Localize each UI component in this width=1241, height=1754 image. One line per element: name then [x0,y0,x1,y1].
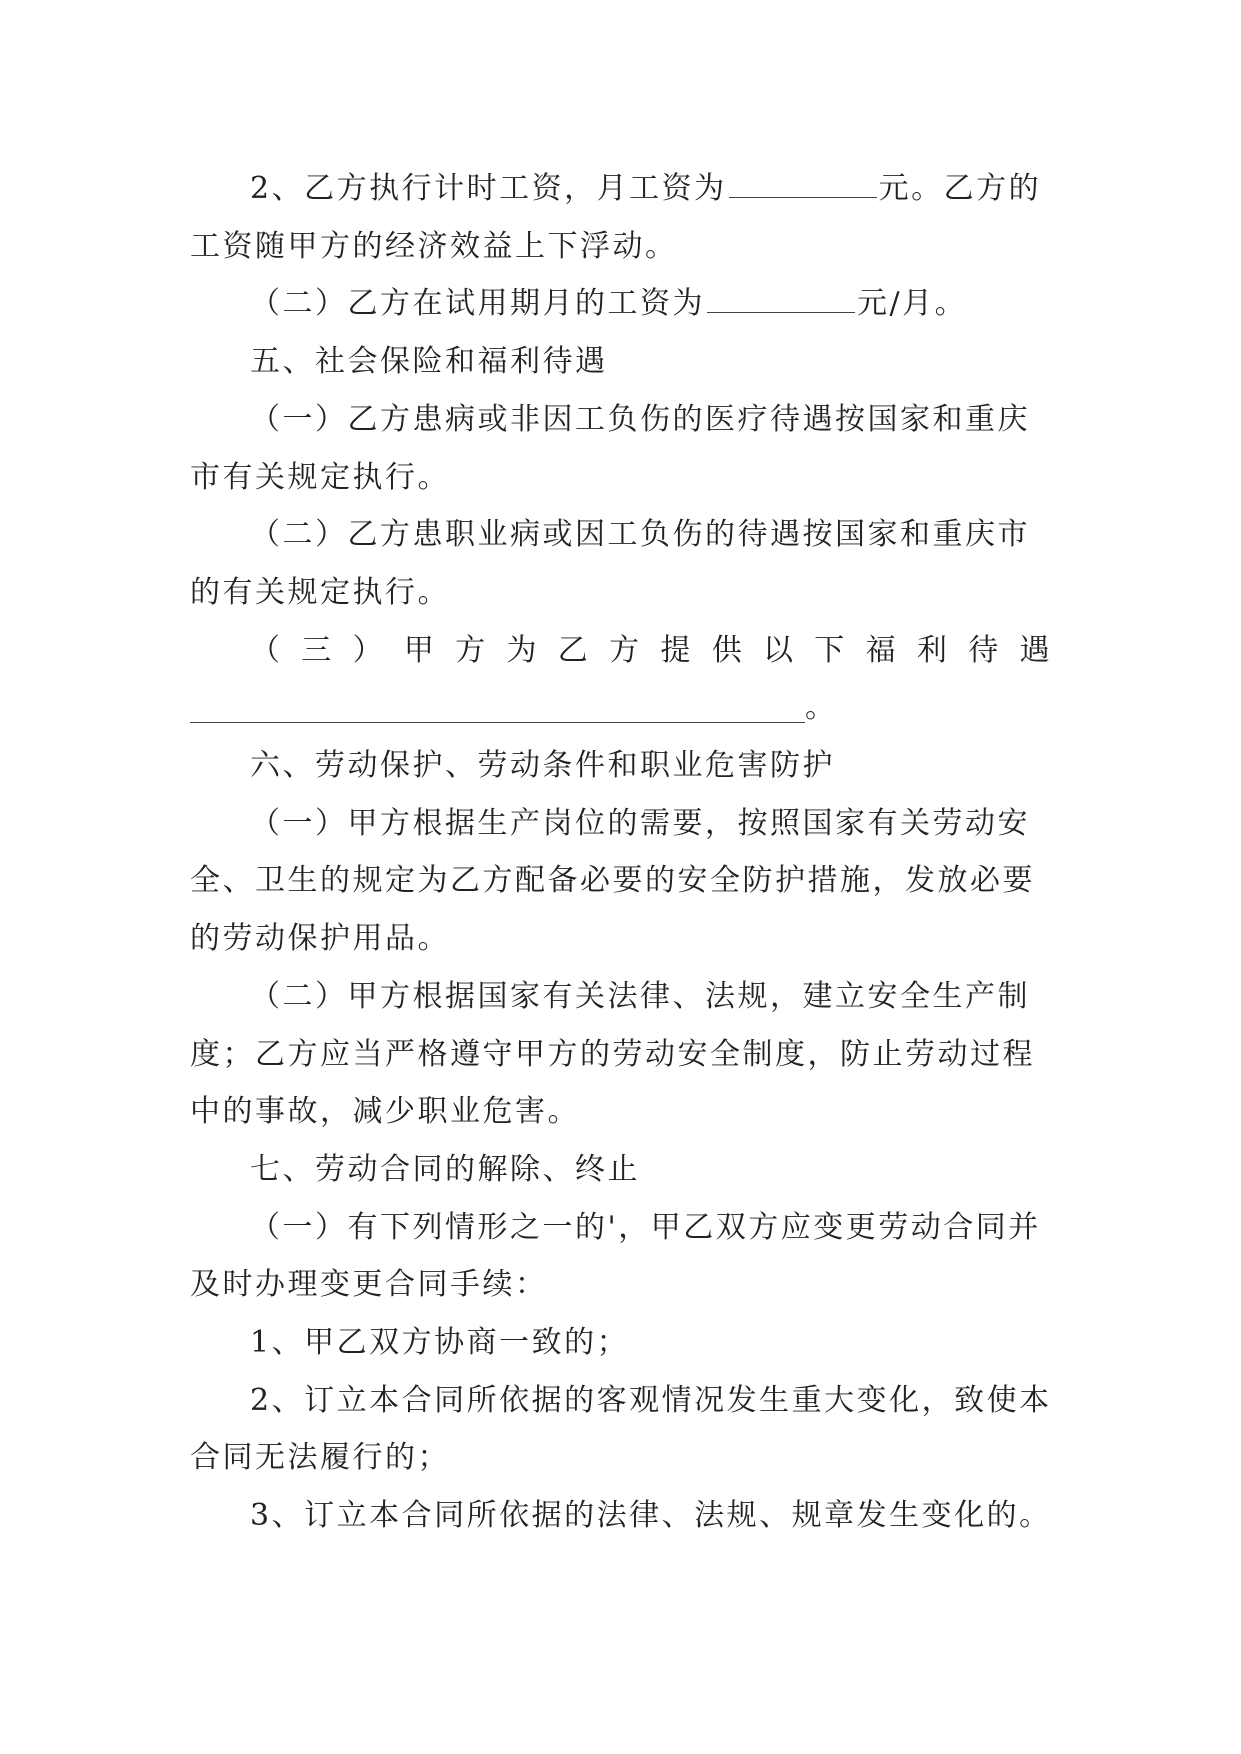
list-item-1: 1、甲乙双方协商一致的； [250,1325,630,1361]
paragraph-occupational-disease: （二）乙方患职业病或因工负伤的待遇按国家和重庆市的有关规定执行。 [190,517,1030,610]
section-heading-social-insurance: 五、社会保险和福利待遇 [250,344,608,380]
paragraph-probation-wage [190,275,1052,333]
welfare-blank-row [190,679,1052,737]
paragraph-medical-treatment: （一）乙方患病或非因工负伤的医疗待遇按国家和重庆市有关规定执行。 [190,401,1030,495]
paragraph-welfare: （三）甲方为乙方提供以下福利待遇 [250,632,1052,668]
paragraph-safety-measures: （一）甲方根据生产岗位的需要，按照国家有关劳动安全、卫生的规定为乙方配备必要的安全防护措施，发放必要的劳动保护用品。 [190,805,1035,957]
list-item-2: 2、订立本合同所依据的客观情况发生重大变化，致使本合同无法履行的； [190,1382,1052,1476]
wage-blank [729,196,877,198]
paragraph-change-conditions: （一）有下列情形之一的'，甲乙双方应变更劳动合同并及时办理变更合同手续： [190,1209,1041,1303]
welfare-blank [190,721,805,723]
section-heading-labor-protection: 六、劳动保护、劳动条件和职业危害防护 [250,748,835,784]
paragraph-monthly-wage [190,160,1052,275]
paragraph-text: 元/月。 [857,286,968,322]
paragraph-text: （二）乙方在试用期月的工资为 [250,286,705,322]
probation-wage-blank [707,311,855,313]
document-body [190,160,1052,1545]
section-heading-termination: 七、劳动合同的解除、终止 [250,1151,640,1187]
paragraph-safety-system: （二）甲方根据国家有关法律、法规，建立安全生产制度；乙方应当严格遵守甲方的劳动安全制度，防止劳动过程中的事故，减少职业危害。 [190,978,1035,1130]
paragraph-text: 元。乙方的工资随甲方的经济效益上下浮动。 [190,171,1042,264]
paragraph-text: 2、乙方执行计时工资，月工资为 [250,171,727,206]
list-item-3: 3、订立本合同所依据的法律、法规、规章发生变化的。 [250,1498,1052,1534]
paragraph-text: 。 [805,690,838,726]
